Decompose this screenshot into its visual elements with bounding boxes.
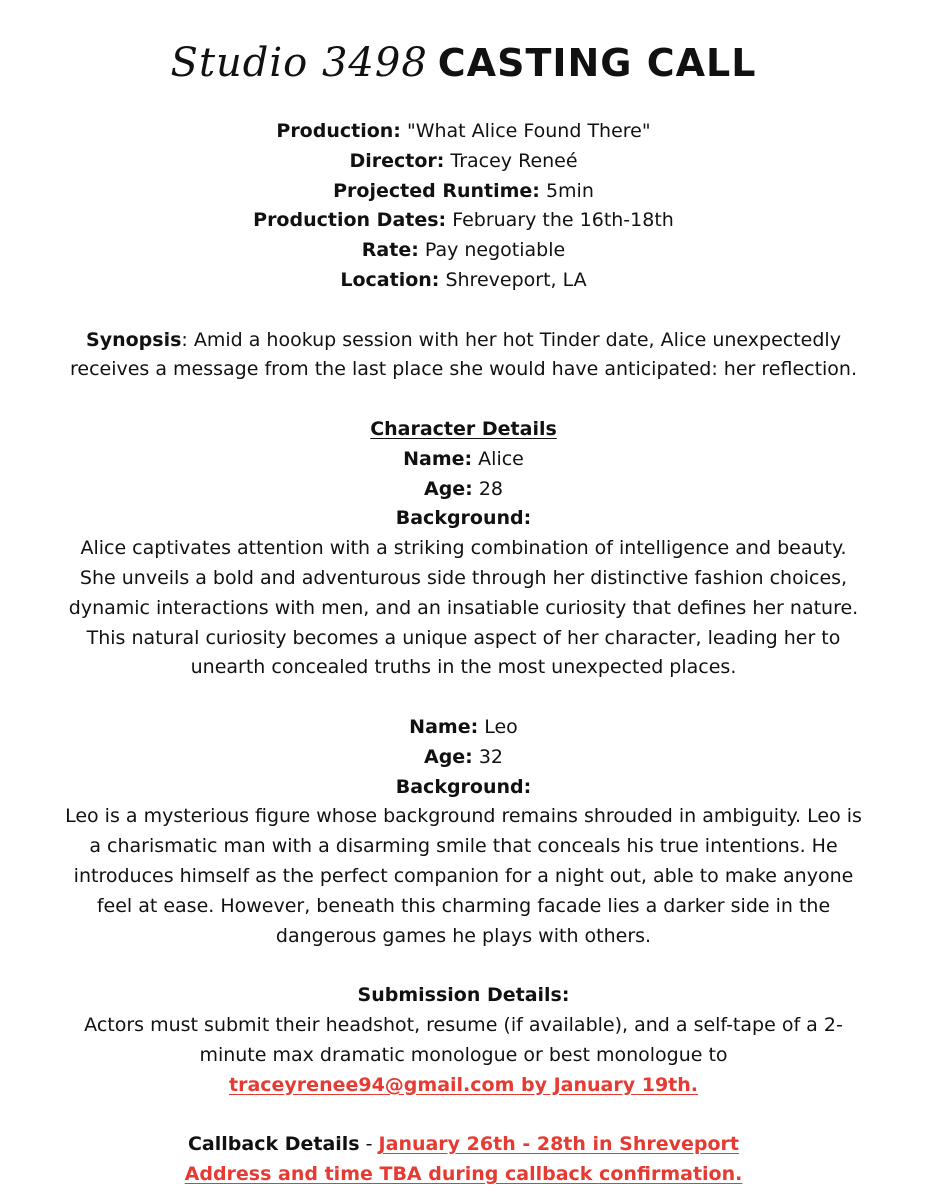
rate-value: Pay negotiable: [424, 239, 566, 262]
director-label: Director:: [349, 149, 445, 172]
callback-label: Callback Details: [187, 1133, 360, 1156]
submission-text: Actors must submit their headshot, resume (if available), and a self-tape of a 2-minute max dramatic monologue or best monologue to traceyrenee94@gmail.com by January 19th.: [84, 1013, 843, 1096]
production-dates-label: Production Dates:: [253, 209, 447, 232]
character-name: Leo: [484, 715, 518, 738]
character-details-heading: Character Details: [370, 417, 557, 440]
submission-email-link[interactable]: traceyrenee94@gmail.com by January 19th.: [229, 1073, 698, 1096]
submission-heading: Submission Details:: [357, 984, 570, 1007]
production-value: "What Alice Found There": [406, 120, 651, 142]
rate-label: Rate:: [361, 239, 419, 262]
director-row: [62, 147, 865, 177]
production-row: [62, 117, 865, 147]
rate-row: [62, 236, 865, 266]
synopsis-paragraph: [62, 326, 865, 386]
callback-note-row: [62, 1160, 865, 1190]
character-age: 32: [478, 745, 504, 768]
callback-separator: -: [359, 1133, 379, 1156]
synopsis-label: Synopsis: [86, 328, 182, 351]
callback-note: Address and time TBA during callback confirmation.: [184, 1162, 743, 1185]
callback-row: [62, 1130, 865, 1160]
callback-details: [62, 1130, 865, 1190]
location-value: Shreveport, LA: [445, 268, 587, 291]
character-leo: [62, 713, 865, 951]
submission-details: [62, 981, 865, 1100]
runtime-value: 5min: [545, 179, 594, 202]
synopsis-text: : Amid a hookup session with her hot Tinder date, Alice unexpectedly receives a message from the last place she would have anticipated: her reflection.: [69, 328, 858, 381]
character-background-label: Background:: [395, 507, 532, 530]
callback-dates: January 26th - 28th in Shreveport: [378, 1133, 740, 1156]
production-dates-row: [62, 206, 865, 236]
character-background-text: Leo is a mysterious figure whose background remains shrouded in ambiguity. Leo is a charismatic man with a disarming smile that conceals his true intentions. He introduces himself as the perfect companion for a night out, able to make anyone feel at ease. However, beneath this charming facade lies a darker side in the dangerous games he plays with others.: [65, 805, 862, 947]
character-age: 28: [478, 477, 504, 500]
runtime-row: [62, 177, 865, 207]
character-age-row: Age: 28: [423, 477, 504, 500]
character-background-text: Alice captivates attention with a striking combination of intelligence and beauty. She unveils a bold and adventurous side through her distinctive fashion choices, dynamic interactions with men, and an insatiable curiosity that defines her nature. This natural curiosity becomes a unique aspect of her character, leading her to unearth concealed truths in the most unexpected places.: [68, 537, 859, 679]
director-value: Tracey Reneé: [450, 149, 578, 172]
page-title: [0, 40, 927, 86]
production-dates-value: February the 16th-18th: [452, 209, 674, 232]
location-row: [62, 266, 865, 296]
production-label: Production:: [276, 120, 401, 142]
character-background-label: Background:: [395, 775, 532, 798]
character-name-row: Name: Leo: [409, 715, 518, 738]
location-label: Location:: [340, 268, 440, 291]
document-body: [62, 117, 865, 1190]
production-info: [62, 117, 865, 296]
character-name-row: Name: Alice: [403, 447, 524, 470]
runtime-label: Projected Runtime:: [333, 179, 540, 202]
character-age-row: Age: 32: [423, 745, 504, 768]
character-name: Alice: [478, 447, 524, 470]
title-casting-call: CASTING CALL: [437, 41, 757, 85]
title-studio-name: Studio 3498: [170, 40, 428, 86]
character-alice: [62, 445, 865, 683]
